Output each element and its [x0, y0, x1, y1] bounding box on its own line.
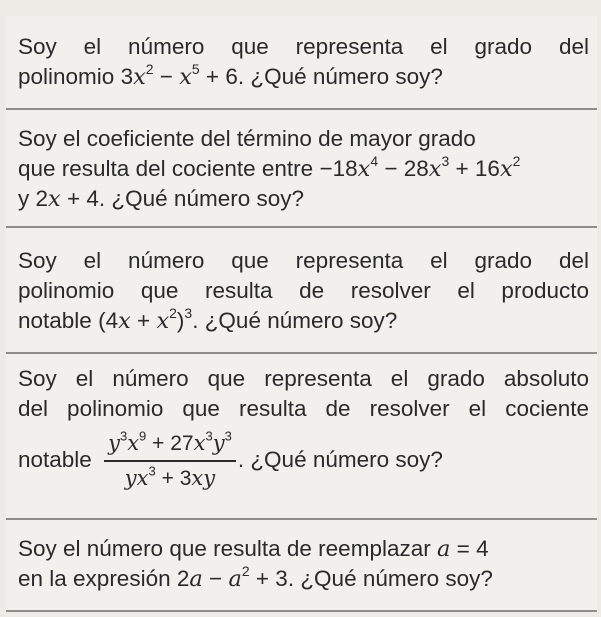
riddle-1-question: . ¿Qué número soy? — [237, 64, 443, 89]
riddle-1-polynomial: $3x^2 - x^5 + 6$ — [120, 60, 238, 90]
riddle-5-question: . ¿Qué número soy? — [287, 566, 493, 591]
riddle-4-denominator: $yx^3 + 3xy$ — [124, 463, 216, 490]
riddle-card-3 — [6, 228, 597, 354]
riddle-4-line-3 — [18, 430, 589, 492]
riddle-2-divisor: 2x + 4 — [35, 186, 99, 212]
riddle-card-2 — [6, 110, 597, 228]
riddle-1-line-2 — [18, 62, 589, 92]
riddle-3-line-3 — [18, 306, 589, 336]
riddle-4-prefix: notable — [18, 446, 99, 472]
riddle-4-fraction — [104, 430, 236, 492]
riddle-2-line-3 — [18, 184, 589, 214]
riddle-2-prefix: que resulta del cociente entre — [18, 156, 320, 181]
riddle-3-prefix: notable — [18, 308, 99, 333]
riddle-4-line-1: Soy el número que representa el grado absoluto — [18, 366, 589, 391]
riddle-4-numerator: $y^3x^9 + 27x^3y^3$ — [104, 430, 236, 462]
riddle-1-prefix: polinomio — [18, 64, 121, 89]
riddle-3-line-2: polinomio que resulta de resolver el producto — [18, 278, 589, 303]
riddle-5-expression: $2a - a^2 + 3$ — [176, 562, 288, 592]
riddle-5-substitution: a = 4 — [436, 536, 489, 562]
riddle-1-line-1: Soy el número que representa el grado del — [18, 34, 589, 59]
riddle-4-question: . ¿Qué número soy? — [237, 446, 443, 472]
riddle-2-dividend: $-18x^4 - 28x^3 + 16x^2$ — [319, 152, 521, 182]
riddle-card-4 — [6, 354, 597, 520]
riddle-2-line-2 — [18, 154, 589, 184]
riddle-card-1 — [6, 16, 597, 110]
riddle-5-prefix: Soy el número que resulta de reemplazar — [18, 536, 437, 561]
riddle-2-line-1: Soy el coeficiente del término de mayor grado — [18, 126, 476, 151]
riddle-card-5 — [6, 520, 597, 612]
riddle-5-expression-label: en la expresión — [18, 566, 177, 591]
riddle-5-line-1 — [18, 534, 589, 564]
riddle-5-line-2 — [18, 564, 589, 594]
riddle-3-product: $(4x + x^2)^3$ — [98, 304, 193, 334]
riddle-2-and: y — [18, 186, 36, 211]
riddle-4-line-2: del polinomio que resulta de resolver el cociente — [18, 396, 589, 421]
riddle-3-line-1: Soy el número que representa el grado del — [18, 248, 589, 273]
riddle-3-question: . ¿Qué número soy? — [192, 308, 398, 333]
riddle-2-question: . ¿Qué número soy? — [98, 186, 304, 211]
